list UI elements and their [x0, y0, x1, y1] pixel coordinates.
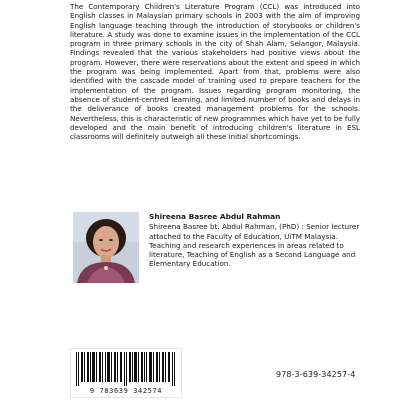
- abstract-section: [70, 2, 360, 141]
- barcode: [70, 348, 182, 398]
- barcode-bars-icon: [74, 352, 178, 386]
- author-section: [149, 212, 369, 269]
- isbn-number: 978-3-639-34257-4: [276, 370, 356, 379]
- author-bio: Shireena Basree bt. Abdul Rahman, (PhD) : Senior lecturer attached to the Faculty of Education, UiTM Malaysia. Teaching and research experiences in areas related to literature, Teaching of English as a Second Language and Elementary Education.: [149, 222, 360, 269]
- barcode-digits: 9 783639 342574: [89, 387, 163, 395]
- author-photo: [73, 212, 139, 283]
- author-name: Shireena Basree Abdul Rahman: [149, 212, 281, 221]
- abstract-text: The Contemporary Children's Literature Program (CCL) was introduced into English classes in Malaysian primary schools in 2003 with the aim of improving English language teaching through the introduction of storybooks or children's literature. A study was done to examine issues in the implementation of the CCL program in three primary schools in the city of Shah Alam, Selangor, Malaysia. Findings revealed that the various stakeholders had positive views about the program. However, there were reservations about the extent and speed in which the program was being implemented. Apart from that, problems were also identified with the cascade model of training used to prepare teachers for the implementation of the program. Issues regarding program monitoring, the absence of student-centred learning, and limited number of books and delays in the deliverance of books created management problems for the schools. Nevertheless, this is characteristic of new programmes which have yet to be fully developed and the main benefit of introducing children's literature in ESL classrooms will definitely outweigh all these initial shortcomings.: [70, 2, 360, 142]
